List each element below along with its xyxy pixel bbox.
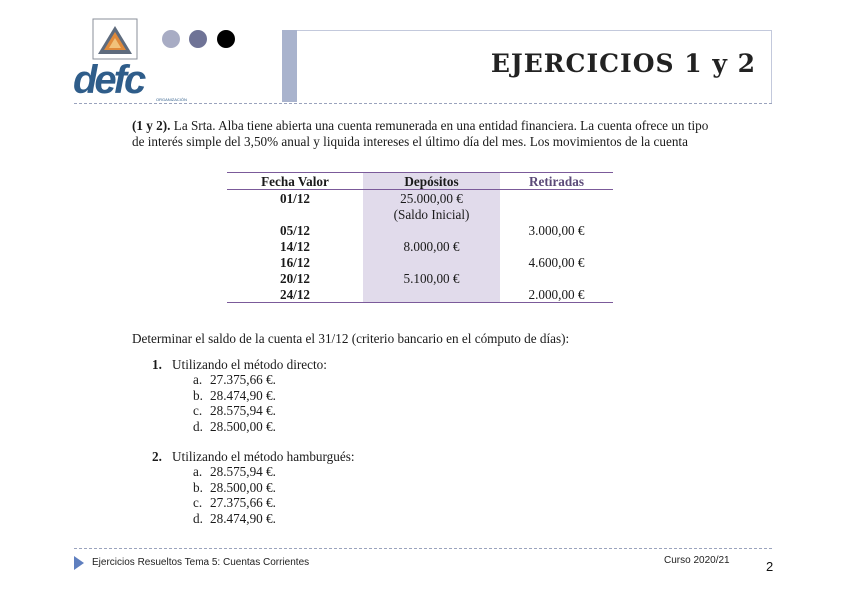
option-letter: a.	[193, 372, 203, 387]
part-2-number: 2.	[152, 449, 162, 464]
header-fecha-valor: Fecha Valor	[261, 174, 329, 189]
question-text: Determinar el saldo de la cuenta el 31/12 (criterio bancario en el cómputo de días):	[132, 331, 570, 346]
option-letter: b.	[193, 388, 203, 403]
table-row-date: 01/12	[279, 191, 311, 206]
option-text: 27.375,66 €.	[210, 372, 276, 387]
part-2-label: Utilizando el método hamburgués:	[172, 449, 355, 464]
part-2-option-c	[193, 495, 276, 511]
title-accent-bar	[282, 30, 297, 102]
decor-dot-mid	[189, 30, 207, 48]
table-row-withdrawal: 2.000,00 €	[528, 287, 585, 302]
part-2-heading	[152, 449, 355, 465]
part-1-option-b	[193, 388, 276, 404]
part-2-option-b	[193, 480, 276, 496]
header-retiradas: Retiradas	[529, 174, 584, 189]
option-letter: c.	[193, 495, 203, 510]
decor-dot-dark	[217, 30, 235, 48]
option-letter: d.	[193, 419, 203, 434]
decor-dot-light	[162, 30, 180, 48]
part-2-option-a	[193, 464, 276, 480]
table-header-rule	[227, 189, 613, 190]
option-text: 27.375,66 €.	[210, 495, 276, 510]
table-row-deposit-note: (Saldo Inicial)	[393, 207, 470, 222]
table-row-deposit: 5.100,00 €	[403, 271, 460, 286]
part-1-option-d	[193, 419, 276, 435]
table-top-rule	[227, 172, 613, 173]
option-letter: a.	[193, 464, 203, 479]
page-number: 2	[766, 559, 774, 574]
problem-text: La Srta. Alba tiene abierta una cuenta remunerada en una entidad financiera. La cuenta ofrece un tipo de interés simple del 3,50% anual y liquida intereses el último día del mes. Los movimientos de la cuenta	[132, 118, 709, 149]
footer-course: Curso 2020/21	[664, 555, 730, 566]
table-row-date: 20/12	[279, 271, 311, 286]
part-2-option-d	[193, 511, 276, 527]
table-row-withdrawal: 4.600,00 €	[528, 255, 585, 270]
table-row-date: 24/12	[279, 287, 311, 302]
part-1-heading	[152, 357, 327, 373]
option-letter: b.	[193, 480, 203, 495]
option-text: 28.474,90 €.	[210, 511, 276, 526]
logo-subtext: ORGANIZACIÓN	[156, 97, 187, 102]
header-divider	[74, 103, 772, 104]
logo-mark	[92, 18, 138, 60]
footer-title: Ejercicios Resueltos Tema 5: Cuentas Corrientes	[92, 557, 310, 568]
header-depositos: Depósitos	[404, 174, 459, 189]
table-row-date: 16/12	[279, 255, 311, 270]
table-bottom-rule	[227, 302, 613, 303]
footer-divider	[74, 548, 772, 549]
option-letter: d.	[193, 511, 203, 526]
logo-text: defc	[73, 58, 144, 102]
option-text: 28.500,00 €.	[210, 480, 276, 495]
option-text: 28.474,90 €.	[210, 388, 276, 403]
option-text: 28.500,00 €.	[210, 419, 276, 434]
part-1-option-a	[193, 372, 276, 388]
table-row-withdrawal: 3.000,00 €	[528, 223, 585, 238]
table-row-date: 14/12	[279, 239, 311, 254]
option-letter: c.	[193, 403, 203, 418]
footer-arrow-icon	[74, 556, 84, 570]
table-row-deposit: 25.000,00 €	[400, 191, 463, 206]
part-1-option-c	[193, 403, 276, 419]
option-text: 28.575,94 €.	[210, 464, 276, 479]
table-row-deposit: 8.000,00 €	[403, 239, 460, 254]
page-title: EJERCICIOS 1 y 2	[490, 49, 756, 78]
option-text: 28.575,94 €.	[210, 403, 276, 418]
problem-ref: (1 y 2).	[132, 118, 171, 133]
part-1-label: Utilizando el método directo:	[172, 357, 327, 372]
problem-statement	[132, 118, 722, 149]
part-1-number: 1.	[152, 357, 162, 372]
table-row-date: 05/12	[279, 223, 311, 238]
